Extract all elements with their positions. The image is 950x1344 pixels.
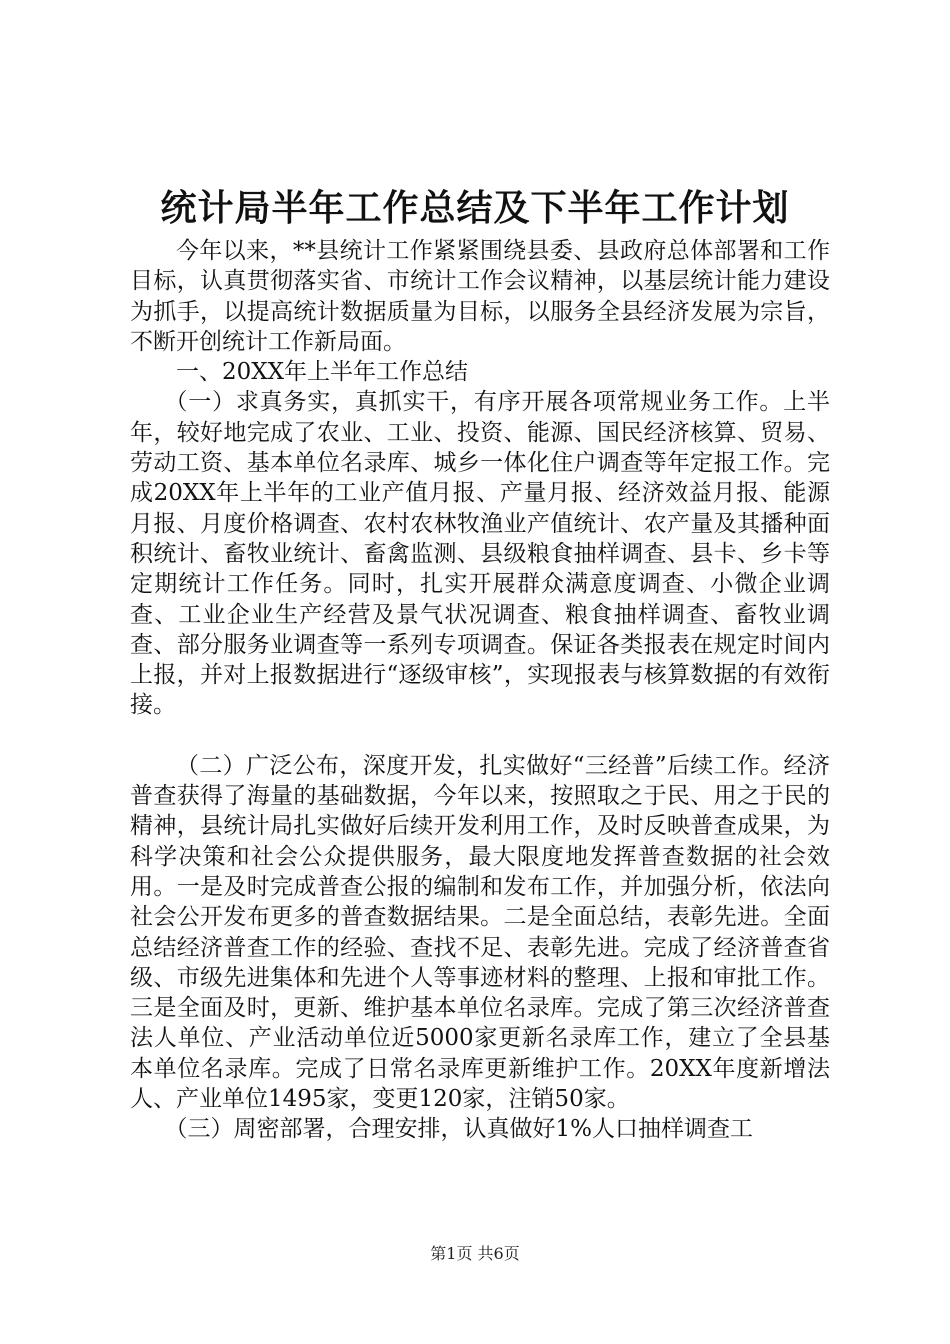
item-paragraph-3: （三）周密部署，合理安排，认真做好1%人口抽样调查工	[164, 1116, 753, 1143]
document-body	[130, 236, 830, 1145]
intro-paragraph: 今年以来，**县统计工作紧紧围绕县委、县政府总体部署和工作目标，认真贯彻落实省、市统计工作会议精神，以基层统计能力建设为抓手，以提高统计数据质量为目标，以服务全县经济发展为宗旨，不断开创统计工作新局面。	[130, 238, 830, 355]
item-paragraph-2: （二）广泛公布，深度开发，扎实做好“三经普”后续工作。经济普查获得了海量的基础数据，今年以来，按照取之于民、用之于民的精神，县统计局扎实做好后续开发利用工作，及时反映普查成果，为科学决策和社会公众提供服务，最大限度地发挥普查数据的社会效用。一是及时完成普查公报的编制和发布工作，并加强分析，依法向社会公开发布更多的普查数据结果。二是全面总结，表彰先进。全面总结经济普查工作的经验、查找不足、表彰先进。完成了经济普查省级、市级先进集体和先进个人等事迹材料的整理、上报和审批工作。三是全面及时，更新、维护基本单位名录库。完成了第三次经济普查法人单位、产业活动单位近5000家更新名录库工作，建立了全县基本单位名录库。完成了日常名录库更新维护工作。20XX年度新增法人、产业单位1495家，变更120家，注销50家。	[130, 752, 830, 1113]
paragraph-gap	[130, 721, 830, 751]
page-footer: 第1页 共6页	[430, 1244, 520, 1263]
section-heading-1: 一、20XX年上半年工作总结	[176, 359, 469, 386]
item-paragraph-1: （一）求真务实，真抓实干，有序开展各项常规业务工作。上半年，较好地完成了农业、工业、投资、能源、国民经济核算、贸易、劳动工资、基本单位名录库、城乡一体化住户调查等年定报工作。完成20XX年上半年的工业产值月报、产量月报、经济效益月报、能源月报、月度价格调查、农村农林牧渔业产值统计、农产量及其播种面积统计、畜牧业统计、畜禽监测、县级粮食抽样调查、县卡、乡卡等定期统计工作任务。同时，扎实开展群众满意度调查、小微企业调查、工业企业生产经营及景气状况调查、粮食抽样调查、畜牧业调查、部分服务业调查等一系列专项调查。保证各类报表在规定时间内上报，并对上报数据进行“逐级审核”，实现报表与核算数据的有效衔接。	[130, 389, 830, 719]
document-title: 统计局半年工作总结及下半年工作计划	[160, 187, 790, 229]
